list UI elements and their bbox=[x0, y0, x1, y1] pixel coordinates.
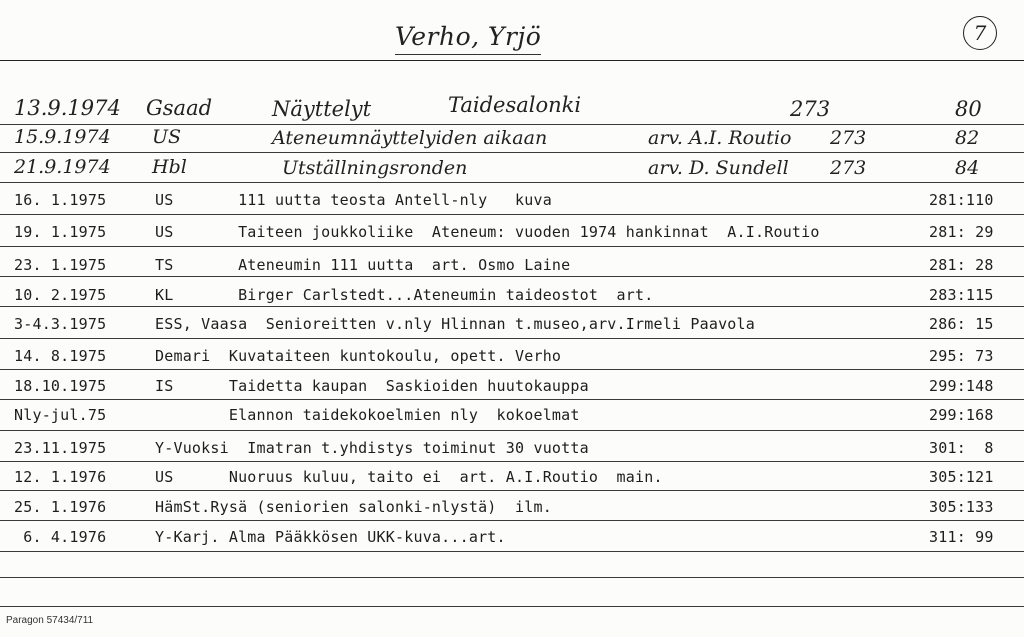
typed-row-ref: 305:121 bbox=[929, 468, 994, 486]
typed-row-text: KL Birger Carlstedt...Ateneumin taideostot art. bbox=[155, 286, 654, 304]
typed-row-text: TS Ateneumin 111 uutta art. Osmo Laine bbox=[155, 256, 571, 274]
typed-row-ref: 299:148 bbox=[929, 377, 994, 395]
hw-row1-vol: 273 bbox=[790, 97, 831, 121]
typed-row-text: US 111 uutta teosta Antell-nly kuva bbox=[155, 191, 552, 209]
typed-row-text: Demari Kuvataiteen kuntokoulu, opett. Verho bbox=[155, 347, 562, 365]
hw-row1-paper: Gsaad bbox=[146, 96, 213, 120]
typed-row-date: 23.11.1975 bbox=[14, 439, 107, 457]
typed-row-text: IS Taidetta kaupan Saskioiden huutokauppa bbox=[155, 377, 589, 395]
row-rule bbox=[0, 214, 1024, 215]
row-rule bbox=[0, 306, 1024, 307]
hw-row2-vol: 273 bbox=[830, 127, 867, 149]
hw-row3-detail: arv. D. Sundell bbox=[648, 157, 789, 179]
typed-row-text: Y-Vuoksi Imatran t.yhdistys toiminut 30 vuotta bbox=[155, 439, 589, 457]
typed-row-text: Elannon taidekokoelmien nly kokoelmat bbox=[155, 406, 580, 424]
row-rule bbox=[0, 399, 1024, 400]
row-rule bbox=[0, 182, 1024, 183]
row-rule bbox=[0, 338, 1024, 339]
typed-row-date: 14. 8.1975 bbox=[14, 347, 107, 365]
typed-row-ref: 283:115 bbox=[929, 286, 994, 304]
hw-row2-date: 15.9.1974 bbox=[14, 126, 111, 148]
hw-row3-page: 84 bbox=[955, 157, 980, 179]
typed-row-ref: 281:110 bbox=[929, 191, 994, 209]
typed-row-ref: 281: 29 bbox=[929, 223, 994, 241]
typed-row-date: Nly-jul.75 bbox=[14, 406, 107, 424]
typed-row-ref: 311: 99 bbox=[929, 528, 994, 546]
hw-row3-date: 21.9.1974 bbox=[14, 156, 111, 178]
typed-row-text: Y-Karj. Alma Pääkkösen UKK-kuva...art. bbox=[155, 528, 506, 546]
typed-row-date: 16. 1.1975 bbox=[14, 191, 107, 209]
empty-row-rule bbox=[0, 577, 1024, 578]
typed-row-date: 12. 1.1976 bbox=[14, 468, 107, 486]
hw-row3-title: Utställningsronden bbox=[282, 157, 468, 179]
typed-row-date: 3-4.3.1975 bbox=[14, 315, 107, 333]
header-rule bbox=[0, 60, 1024, 61]
row-rule bbox=[0, 551, 1024, 552]
typed-row-date: 18.10.1975 bbox=[14, 377, 107, 395]
hw-row1-title: Näyttelyt bbox=[272, 97, 372, 121]
typed-row-date: 25. 1.1976 bbox=[14, 498, 107, 516]
typed-row-date: 10. 2.1975 bbox=[14, 286, 107, 304]
typed-row-text: HämSt.Rysä (seniorien salonki-nlystä) ilm. bbox=[155, 498, 552, 516]
hw-row2-paper: US bbox=[152, 126, 182, 148]
row-rule bbox=[0, 276, 1024, 277]
typed-row-ref: 305:133 bbox=[929, 498, 994, 516]
row-rule bbox=[0, 490, 1024, 491]
hw-row2-detail: arv. A.I. Routio bbox=[648, 127, 792, 149]
typed-row-ref: 299:168 bbox=[929, 406, 994, 424]
typed-row-ref: 281: 28 bbox=[929, 256, 994, 274]
typed-row-date: 23. 1.1975 bbox=[14, 256, 107, 274]
typed-row-ref: 301: 8 bbox=[929, 439, 994, 457]
row-rule bbox=[0, 520, 1024, 521]
typed-row-text: US Nuoruus kuluu, taito ei art. A.I.Routio main. bbox=[155, 468, 663, 486]
hw-row3-paper: Hbl bbox=[152, 156, 187, 178]
hw-row3-vol: 273 bbox=[830, 157, 867, 179]
card-number-badge: 7 bbox=[963, 16, 997, 50]
typed-row-text: US Taiteen joukkoliike Ateneum: vuoden 1974 hankinnat A.I.Routio bbox=[155, 223, 820, 241]
typed-row-date: 19. 1.1975 bbox=[14, 223, 107, 241]
typed-row-ref: 295: 73 bbox=[929, 347, 994, 365]
row-rule bbox=[0, 152, 1024, 153]
printer-imprint: Paragon 57434/711 bbox=[6, 615, 94, 626]
hw-row2-page: 82 bbox=[955, 127, 980, 149]
hw-row2-title: Ateneumnäyttelyiden aikaan bbox=[272, 127, 548, 149]
hw-row1-page: 80 bbox=[955, 97, 982, 121]
card-title-name: Verho, Yrjö bbox=[395, 22, 542, 51]
hw-row1-date: 13.9.1974 bbox=[14, 96, 121, 120]
typed-row-ref: 286: 15 bbox=[929, 315, 994, 333]
typed-row-date: 6. 4.1976 bbox=[14, 528, 107, 546]
row-rule bbox=[0, 246, 1024, 247]
row-rule bbox=[0, 124, 1024, 125]
row-rule bbox=[0, 430, 1024, 431]
row-rule bbox=[0, 369, 1024, 370]
empty-row-rule bbox=[0, 606, 1024, 607]
row-rule bbox=[0, 461, 1024, 462]
typed-row-text: ESS, Vaasa Senioreitten v.nly Hlinnan t.museo,arv.Irmeli Paavola bbox=[155, 315, 755, 333]
hw-row1-detail: Taidesalonki bbox=[448, 93, 582, 117]
